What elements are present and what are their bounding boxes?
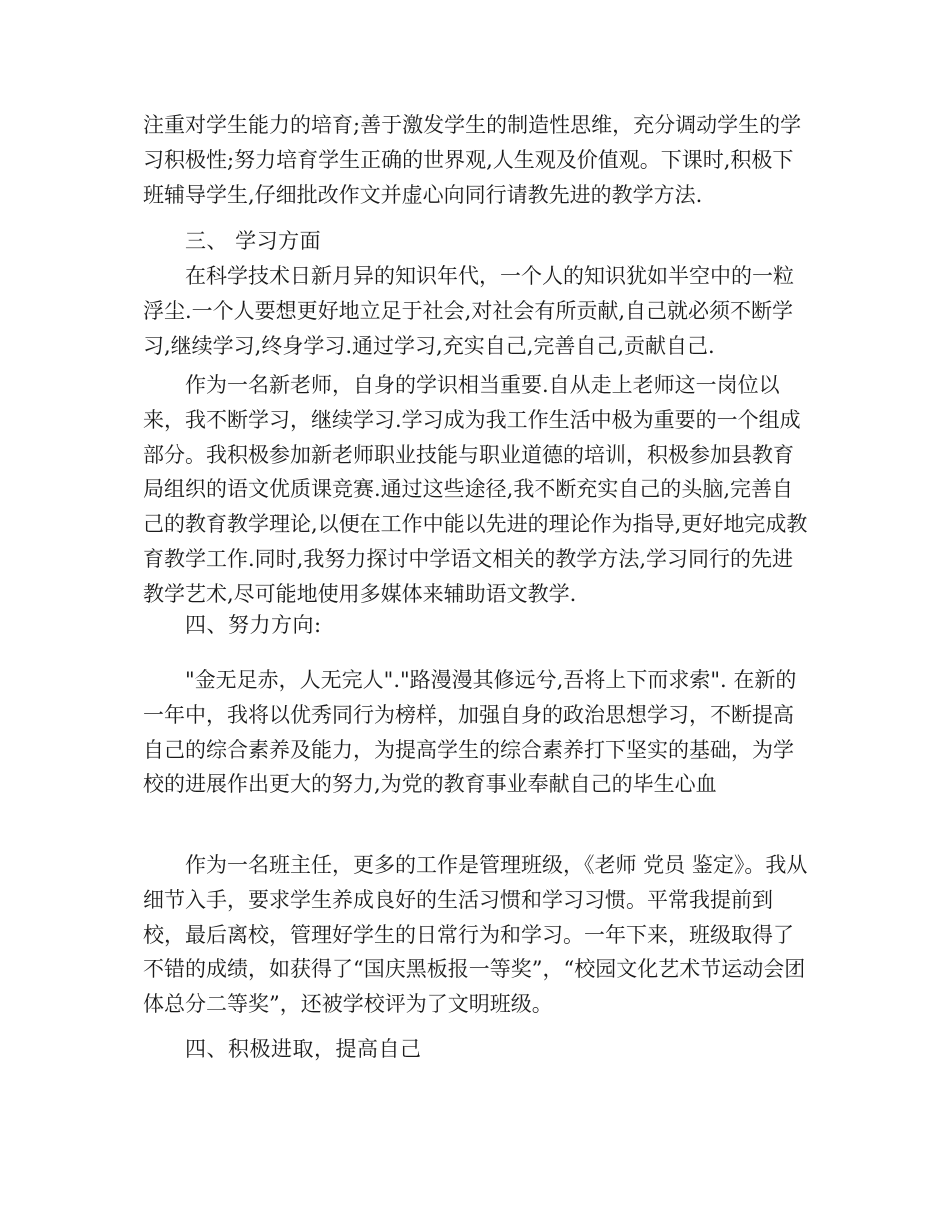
- paragraph-class-teacher: 作为一名班主任，更多的工作是管理班级，《老师 党员 鉴定》。我从细节入手，要求学生养成良好的生活习惯和学习习惯。平常我提前到校，最后离校，管理好学生的日常行为和学习。一年下来，班级取得了不错的成绩，如获得了“国庆黑板报一等奖”，“校园文化艺术节运动会团体总分二等奖”，还被学校评为了文明班级。: [143, 853, 808, 1017]
- heading-improve-self: 四、积极进取，提高自己: [185, 1037, 422, 1061]
- paragraph-new-teacher: 作为一名新老师，自身的学识相当重要.自从走上老师这一岗位以来，我不断学习，继续学习.学习成为我工作生活中极为重要的一个组成部分。我积极参加新老师职业技能与职业道德的培训，积极参加县教育局组织的语文优质课竞赛.通过这些途径,我不断充实自己的头脑,完善自己的教育教学理论,以便在工作中能以先进的理论作为指导,更好地完成教育教学工作.同时,我努力探讨中学语文相关的教学方法,学习同行的先进教学艺术,尽可能地使用多媒体来辅助语文教学.: [143, 373, 808, 606]
- paragraph-direction: "金无足赤，人无完人"."路漫漫其修远兮,吾将上下而求索". 在新的一年中，我将以优秀同行为榜样，加强自身的政治思想学习，不断提高自己的综合素养及能力，为提高学生的综合素养打下坚实的基础，为学校的进展作出更大的努力,为党的教育事业奉献自己的毕生心血: [143, 668, 797, 797]
- heading-direction: 四、努力方向:: [185, 613, 322, 637]
- heading-study: 三、 学习方面: [185, 229, 322, 253]
- paragraph-study-intro: 在科学技术日新月异的知识年代，一个人的知识犹如半空中的一粒浮尘.一个人要想更好地立足于社会,对社会有所贡献,自己就必须不断学习,继续学习,终身学习.通过学习,充实自己,完善自己,贡献自己.: [143, 264, 794, 358]
- paragraph-teaching-methods: 注重对学生能力的培育;善于激发学生的制造性思维，充分调动学生的学习积极性;努力培育学生正确的世界观,人生观及价值观。下课时,积极下班辅导学生,仔细批改作文并虚心向同行请教先进的教学方法.: [143, 113, 802, 207]
